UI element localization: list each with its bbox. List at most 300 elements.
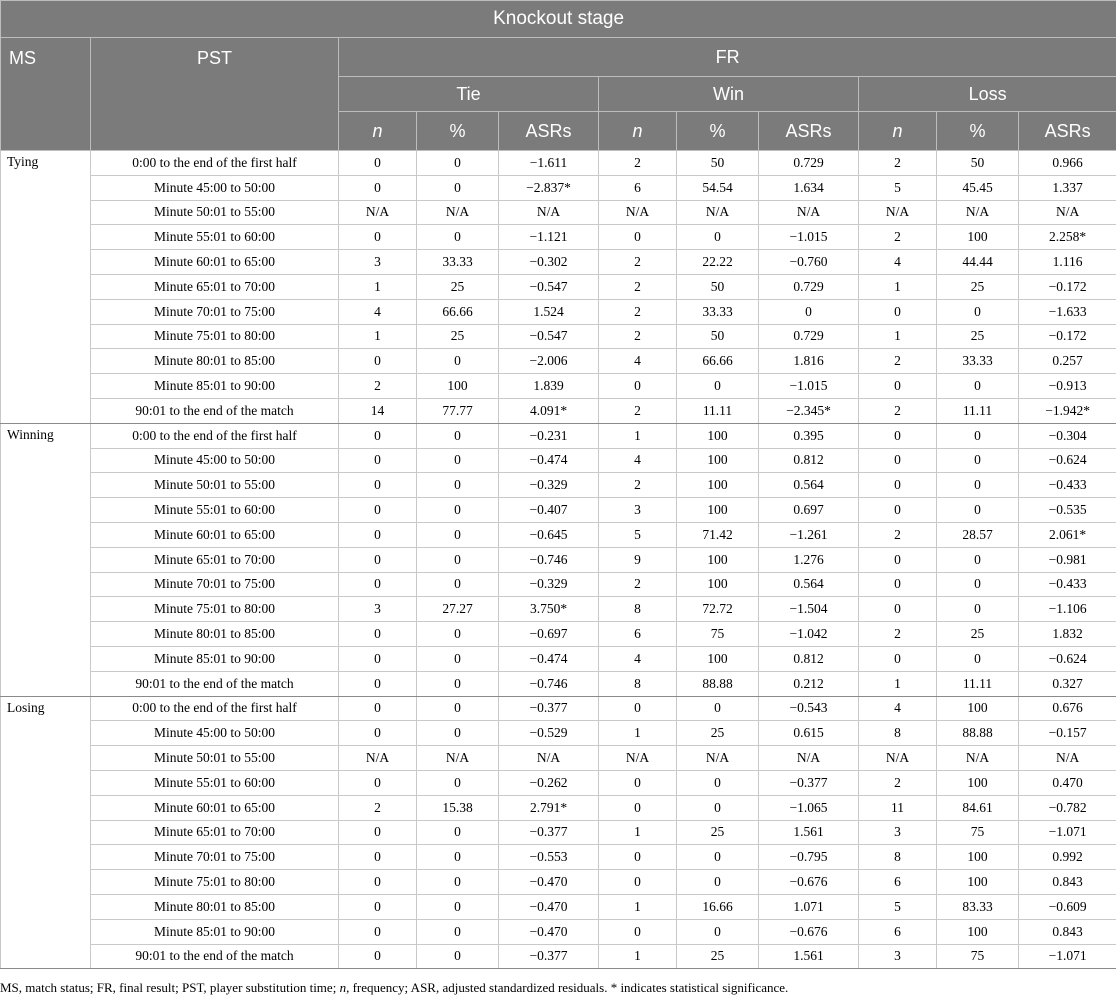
value-cell: −0.157 [1019,721,1116,746]
value-cell: N/A [417,200,499,225]
pst-cell: Minute 60:01 to 65:00 [91,522,339,547]
value-cell: 0 [677,696,759,721]
value-cell: 1.561 [759,820,859,845]
value-cell: 1.524 [499,299,599,324]
value-cell: 100 [937,696,1019,721]
value-cell: 1.561 [759,944,859,969]
value-cell: 0 [339,498,417,523]
value-cell: 0 [417,175,499,200]
table-row [1,225,1116,250]
table-row [1,398,1116,423]
value-cell: 83.33 [937,894,1019,919]
value-cell: 100 [677,473,759,498]
value-cell: 0.212 [759,671,859,696]
value-cell: −1.071 [1019,820,1116,845]
value-cell: 0.992 [1019,845,1116,870]
value-cell: −1.065 [759,795,859,820]
col-header-n: n [599,112,677,151]
value-cell: 3.750* [499,597,599,622]
value-cell: 0 [599,696,677,721]
value-cell: 0 [417,349,499,374]
value-cell: 2 [859,225,937,250]
value-cell: 2 [599,473,677,498]
value-cell: 0.697 [759,498,859,523]
value-cell: −0.377 [759,770,859,795]
value-cell: 2 [859,522,937,547]
value-cell: 2 [599,299,677,324]
value-cell: −0.231 [499,423,599,448]
value-cell: 11.11 [937,398,1019,423]
pst-cell: 0:00 to the end of the first half [91,696,339,721]
value-cell: −1.042 [759,622,859,647]
value-cell: 1 [599,944,677,969]
value-cell: 1.832 [1019,622,1116,647]
value-cell: 1 [599,423,677,448]
pst-cell: 90:01 to the end of the match [91,944,339,969]
value-cell: −2.345* [759,398,859,423]
col-header-percent: % [417,112,499,151]
value-cell: 1 [859,274,937,299]
value-cell: 28.57 [937,522,1019,547]
pst-cell: 0:00 to the end of the first half [91,423,339,448]
table-row [1,795,1116,820]
value-cell: 6 [859,870,937,895]
value-cell: 1 [859,671,937,696]
value-cell: 0 [417,522,499,547]
value-cell: 2 [599,250,677,275]
value-cell: 1.276 [759,547,859,572]
pst-cell: Minute 55:01 to 60:00 [91,498,339,523]
value-cell: −0.329 [499,572,599,597]
value-cell: 0.470 [1019,770,1116,795]
value-cell: −0.433 [1019,473,1116,498]
value-cell: 4 [859,250,937,275]
value-cell: N/A [859,200,937,225]
value-cell: 11 [859,795,937,820]
value-cell: 100 [677,646,759,671]
value-cell: −1.942* [1019,398,1116,423]
value-cell: 0.327 [1019,671,1116,696]
pst-cell: Minute 70:01 to 75:00 [91,845,339,870]
value-cell: 100 [677,572,759,597]
value-cell: −0.609 [1019,894,1116,919]
value-cell: 2 [599,274,677,299]
pst-cell: Minute 85:01 to 90:00 [91,646,339,671]
table-row [1,870,1116,895]
table-body [1,151,1116,969]
value-cell: 0 [859,597,937,622]
table-row [1,374,1116,399]
value-cell: 11.11 [677,398,759,423]
value-cell: 2 [599,572,677,597]
value-cell: −0.553 [499,845,599,870]
value-cell: 88.88 [677,671,759,696]
value-cell: N/A [937,746,1019,771]
value-cell: −0.645 [499,522,599,547]
value-cell: 0 [759,299,859,324]
group-header-win: Win [599,77,859,112]
value-cell: N/A [339,746,417,771]
value-cell: 15.38 [417,795,499,820]
value-cell: 0 [417,820,499,845]
col-header-asrs: ASRs [759,112,859,151]
value-cell: 0 [677,919,759,944]
value-cell: N/A [677,200,759,225]
pst-cell: Minute 80:01 to 85:00 [91,894,339,919]
table-row [1,175,1116,200]
value-cell: 4 [339,299,417,324]
match-status-cell: Tying [1,151,91,424]
value-cell: 25 [677,721,759,746]
group-header-loss: Loss [859,77,1116,112]
value-cell: 0 [417,547,499,572]
value-cell: −0.795 [759,845,859,870]
value-cell: 0 [937,299,1019,324]
value-cell: −0.377 [499,696,599,721]
pst-cell: 90:01 to the end of the match [91,398,339,423]
value-cell: 0 [937,423,1019,448]
value-cell: 0 [417,448,499,473]
value-cell: N/A [1019,200,1116,225]
value-cell: 0 [339,870,417,895]
value-cell: N/A [759,200,859,225]
value-cell: −0.676 [759,919,859,944]
pst-cell: 0:00 to the end of the first half [91,151,339,176]
value-cell: −0.624 [1019,448,1116,473]
value-cell: 0 [339,622,417,647]
value-cell: 6 [599,622,677,647]
value-cell: N/A [937,200,1019,225]
value-cell: 0 [599,374,677,399]
value-cell: 0 [677,870,759,895]
value-cell: 22.22 [677,250,759,275]
value-cell: 100 [677,498,759,523]
value-cell: N/A [339,200,417,225]
pst-cell: Minute 50:01 to 55:00 [91,200,339,225]
value-cell: 0 [859,473,937,498]
value-cell: 1.634 [759,175,859,200]
value-cell: N/A [759,746,859,771]
pst-cell: Minute 50:01 to 55:00 [91,746,339,771]
value-cell: 0 [937,448,1019,473]
value-cell: 4.091* [499,398,599,423]
value-cell: 84.61 [937,795,1019,820]
value-cell: 0 [339,349,417,374]
value-cell: 3 [599,498,677,523]
table-header [1,1,1116,151]
value-cell: 2.791* [499,795,599,820]
value-cell: 0 [417,721,499,746]
value-cell: 0 [417,622,499,647]
col-header-n: n [859,112,937,151]
value-cell: −1.106 [1019,597,1116,622]
value-cell: 0 [859,374,937,399]
value-cell: 88.88 [937,721,1019,746]
pst-cell: Minute 70:01 to 75:00 [91,299,339,324]
value-cell: 75 [937,820,1019,845]
value-cell: 0.729 [759,151,859,176]
value-cell: 0 [417,671,499,696]
value-cell: 1 [599,894,677,919]
value-cell: 25 [937,622,1019,647]
table-row [1,671,1116,696]
table-row [1,547,1116,572]
value-cell: 2 [859,770,937,795]
value-cell: 25 [937,274,1019,299]
value-cell: 0 [677,374,759,399]
table-row [1,845,1116,870]
table-row [1,423,1116,448]
pst-cell: Minute 65:01 to 70:00 [91,820,339,845]
value-cell: −0.981 [1019,547,1116,572]
value-cell: 2 [859,622,937,647]
pst-cell: Minute 45:00 to 50:00 [91,175,339,200]
value-cell: 2 [599,151,677,176]
value-cell: 71.42 [677,522,759,547]
value-cell: 50 [677,324,759,349]
table-row [1,622,1116,647]
value-cell: 50 [677,151,759,176]
value-cell: 0 [599,795,677,820]
value-cell: 0 [677,225,759,250]
col-header-percent: % [677,112,759,151]
match-status-cell: Losing [1,696,91,969]
value-cell: 25 [677,944,759,969]
value-cell: 1.816 [759,349,859,374]
value-cell: 6 [859,919,937,944]
value-cell: 25 [677,820,759,845]
value-cell: 0 [859,498,937,523]
value-cell: 0 [417,696,499,721]
value-cell: 0 [677,795,759,820]
value-cell: 25 [417,274,499,299]
value-cell: 2 [599,398,677,423]
value-cell: 0 [339,671,417,696]
value-cell: 0 [339,820,417,845]
value-cell: 9 [599,547,677,572]
table-row [1,572,1116,597]
value-cell: 0 [599,225,677,250]
value-cell: 0 [339,423,417,448]
pst-cell: Minute 55:01 to 60:00 [91,225,339,250]
value-cell: −0.329 [499,473,599,498]
value-cell: 100 [937,919,1019,944]
value-cell: −0.407 [499,498,599,523]
value-cell: 8 [859,721,937,746]
value-cell: 2 [859,151,937,176]
table-footnote [0,980,1116,996]
value-cell: 0.676 [1019,696,1116,721]
value-cell: 4 [599,448,677,473]
value-cell: N/A [417,746,499,771]
value-cell: 5 [599,522,677,547]
pst-cell: Minute 45:00 to 50:00 [91,721,339,746]
value-cell: 77.77 [417,398,499,423]
pst-cell: Minute 60:01 to 65:00 [91,795,339,820]
value-cell: 0 [339,225,417,250]
value-cell: 0 [339,944,417,969]
table-row [1,200,1116,225]
value-cell: N/A [599,746,677,771]
value-cell: 1 [339,274,417,299]
table-row [1,820,1116,845]
table-row [1,151,1116,176]
value-cell: 0 [417,498,499,523]
value-cell: 16.66 [677,894,759,919]
value-cell: 0 [859,448,937,473]
table-row [1,597,1116,622]
value-cell: 3 [859,944,937,969]
value-cell: 11.11 [937,671,1019,696]
value-cell: 66.66 [417,299,499,324]
value-cell: 0 [859,423,937,448]
value-cell: 0 [339,448,417,473]
table-row [1,944,1116,969]
value-cell: 4 [859,696,937,721]
col-header-asrs: ASRs [499,112,599,151]
value-cell: 1.116 [1019,250,1116,275]
value-cell: −0.782 [1019,795,1116,820]
pst-cell: Minute 80:01 to 85:00 [91,349,339,374]
value-cell: 33.33 [677,299,759,324]
col-header-asrs: ASRs [1019,112,1116,151]
table-row [1,250,1116,275]
value-cell: −0.543 [759,696,859,721]
value-cell: 100 [677,423,759,448]
value-cell: N/A [859,746,937,771]
col-header-percent: % [937,112,1019,151]
table-row [1,324,1116,349]
pst-cell: Minute 80:01 to 85:00 [91,622,339,647]
value-cell: 8 [859,845,937,870]
value-cell: 0.843 [1019,919,1116,944]
value-cell: 0.812 [759,646,859,671]
value-cell: 0 [599,870,677,895]
value-cell: 0.395 [759,423,859,448]
value-cell: 0 [937,374,1019,399]
value-cell: −0.302 [499,250,599,275]
value-cell: 0 [339,522,417,547]
value-cell: 0 [417,845,499,870]
value-cell: 0 [417,944,499,969]
footnote-text-1: MS, match status; FR, final result; PST, player substitution time; [0,980,340,995]
value-cell: −1.015 [759,374,859,399]
footnote-n-symbol: n [339,980,347,995]
group-header-tie: Tie [339,77,599,112]
value-cell: 8 [599,671,677,696]
value-cell: −0.913 [1019,374,1116,399]
value-cell: N/A [1019,746,1116,771]
table-row [1,522,1116,547]
value-cell: 0.729 [759,324,859,349]
value-cell: 0 [859,572,937,597]
value-cell: −0.433 [1019,572,1116,597]
value-cell: 0 [677,770,759,795]
pst-cell: Minute 85:01 to 90:00 [91,374,339,399]
value-cell: 0 [677,845,759,870]
value-cell: N/A [499,746,599,771]
value-cell: 0 [339,919,417,944]
value-cell: 100 [677,547,759,572]
value-cell: 3 [339,250,417,275]
table-row [1,299,1116,324]
pst-cell: Minute 55:01 to 60:00 [91,770,339,795]
value-cell: −0.535 [1019,498,1116,523]
value-cell: 2.061* [1019,522,1116,547]
value-cell: 0 [599,770,677,795]
pst-cell: Minute 75:01 to 80:00 [91,324,339,349]
value-cell: N/A [499,200,599,225]
value-cell: 0.966 [1019,151,1116,176]
value-cell: 0 [417,919,499,944]
value-cell: −0.474 [499,646,599,671]
value-cell: 4 [599,349,677,374]
value-cell: −0.547 [499,324,599,349]
value-cell: 0 [417,473,499,498]
table-row [1,274,1116,299]
value-cell: 0 [339,646,417,671]
pst-cell: Minute 45:00 to 50:00 [91,448,339,473]
value-cell: −1.504 [759,597,859,622]
pst-cell: Minute 50:01 to 55:00 [91,473,339,498]
value-cell: 2.258* [1019,225,1116,250]
col-header-n: n [339,112,417,151]
value-cell: −0.172 [1019,324,1116,349]
value-cell: −0.529 [499,721,599,746]
value-cell: 0.615 [759,721,859,746]
value-cell: 1.337 [1019,175,1116,200]
value-cell: 0 [339,770,417,795]
value-cell: 1 [599,721,677,746]
value-cell: 54.54 [677,175,759,200]
value-cell: 5 [859,175,937,200]
value-cell: 0 [417,423,499,448]
value-cell: 3 [859,820,937,845]
value-cell: 0 [417,770,499,795]
value-cell: 4 [599,646,677,671]
value-cell: 75 [677,622,759,647]
value-cell: 0.564 [759,473,859,498]
value-cell: 2 [339,795,417,820]
value-cell: −1.261 [759,522,859,547]
value-cell: −0.377 [499,820,599,845]
value-cell: 0 [417,894,499,919]
fr-header: FR [339,38,1116,77]
value-cell: 100 [937,870,1019,895]
value-cell: 0 [937,597,1019,622]
pst-cell: Minute 70:01 to 75:00 [91,572,339,597]
value-cell: 0 [339,894,417,919]
value-cell: 0 [859,646,937,671]
pst-cell: Minute 85:01 to 90:00 [91,919,339,944]
value-cell: 0 [937,498,1019,523]
value-cell: 8 [599,597,677,622]
value-cell: 72.72 [677,597,759,622]
pst-cell: Minute 65:01 to 70:00 [91,274,339,299]
value-cell: 0 [339,572,417,597]
value-cell: 6 [599,175,677,200]
value-cell: −2.006 [499,349,599,374]
value-cell: 14 [339,398,417,423]
footnote-text-2: , frequency; ASR, adjusted standardized residuals. * indicates statistical significance. [346,980,789,995]
value-cell: 0 [339,151,417,176]
value-cell: 0 [339,721,417,746]
pst-cell: Minute 60:01 to 65:00 [91,250,339,275]
value-cell: −2.837* [499,175,599,200]
value-cell: 0 [599,845,677,870]
value-cell: 0 [937,473,1019,498]
value-cell: 3 [339,597,417,622]
